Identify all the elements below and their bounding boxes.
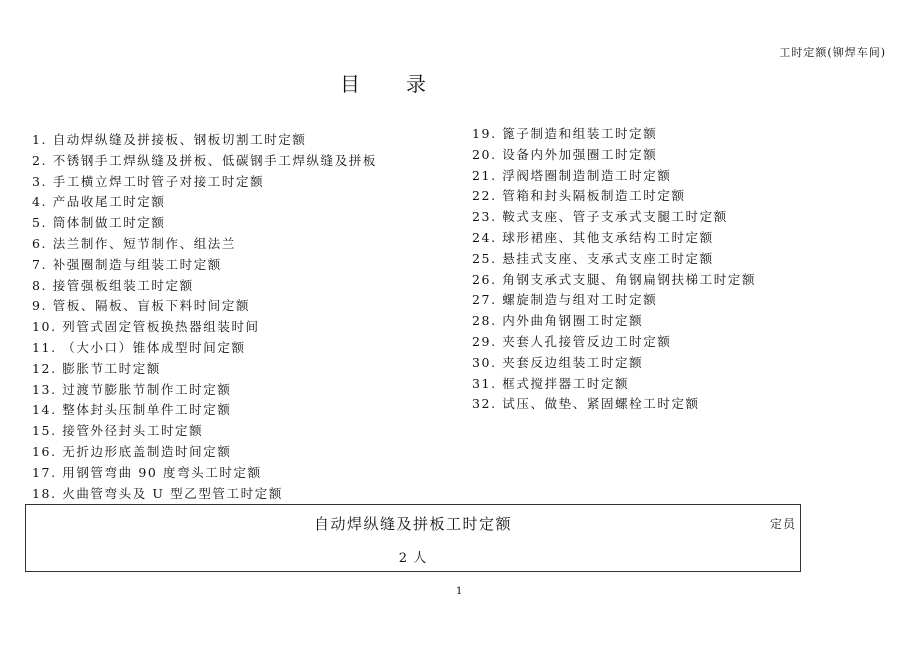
toc-item: 28. 内外曲角钢圈工时定额 [472,313,644,329]
toc-item: 11. （大小口）锥体成型时间定额 [32,339,246,355]
toc-item: 5. 筒体制做工时定额 [32,215,166,231]
toc-item: 30. 夹套反边组装工时定额 [472,354,644,370]
toc-item: 24. 球形裙座、其他支承结构工时定额 [472,229,714,245]
toc-item: 31. 框式搅拌器工时定额 [472,375,630,391]
toc-item: 16. 无折边形底盖制造时间定额 [32,443,232,459]
toc-item: 10. 列管式固定管板换热器组装时间 [32,319,260,335]
toc-item: 25. 悬挂式支座、支承式支座工时定额 [472,250,714,266]
toc-right-column [472,124,756,415]
toc-item: 7. 补强圈制造与组装工时定额 [32,256,222,272]
page-header: 工时定额(铆焊车间) [779,46,886,59]
toc-item: 3. 手工横立焊工时管子对接工时定额 [32,173,265,189]
toc-item: 19. 篦子制造和组装工时定额 [472,126,658,141]
toc-item: 12. 膨胀节工时定额 [32,360,161,376]
toc-item: 22. 管箱和封头隔板制造工时定额 [472,188,686,204]
toc-item: 32. 试压、做垫、紧固螺栓工时定额 [472,396,700,412]
toc-item: 23. 鞍式支座、管子支承式支腿工时定额 [472,209,728,225]
staffing-label: 定员 [769,517,796,531]
toc-item: 2. 不锈钢手工焊纵缝及拼板、低碳钢手工焊纵缝及拼板 [32,152,378,168]
toc-item: 21. 浮阀塔圈制造制造工时定额 [472,167,672,183]
toc-item: 18. 火曲管弯头及 U 型乙型管工时定额 [32,485,283,501]
toc-item: 26. 角钢支承式支腿、角钢扁钢扶梯工时定额 [472,271,757,287]
page-number: 1 [456,586,463,597]
staffing-count: 2 人 [398,551,428,566]
toc-title: 目录 [340,72,472,96]
toc-item: 27. 螺旋制造与组对工时定额 [472,292,658,308]
toc-item: 13. 过渡节膨胀节制作工时定额 [32,381,232,397]
toc-item: 6. 法兰制作、短节制作、组法兰 [32,235,237,251]
toc-left-column [32,130,377,504]
toc-item: 8. 接管强板组装工时定额 [32,277,194,293]
section-title: 自动焊纵缝及拼板工时定额 [313,515,512,533]
toc-item: 9. 管板、隔板、盲板下料时间定额 [32,298,251,314]
toc-item: 14. 整体封头压制单件工时定额 [32,402,232,418]
toc-item: 17. 用钢管弯曲 90 度弯头工时定额 [32,464,262,480]
toc-item: 29. 夹套人孔接管反边工时定额 [472,333,672,349]
toc-item: 1. 自动焊纵缝及拼接板、钢板切割工时定额 [32,132,307,147]
toc-item: 20. 设备内外加强圈工时定额 [472,146,658,162]
section-table-box [25,504,801,572]
toc-item: 4. 产品收尾工时定额 [32,194,166,210]
toc-item: 15. 接管外径封头工时定额 [32,423,204,439]
